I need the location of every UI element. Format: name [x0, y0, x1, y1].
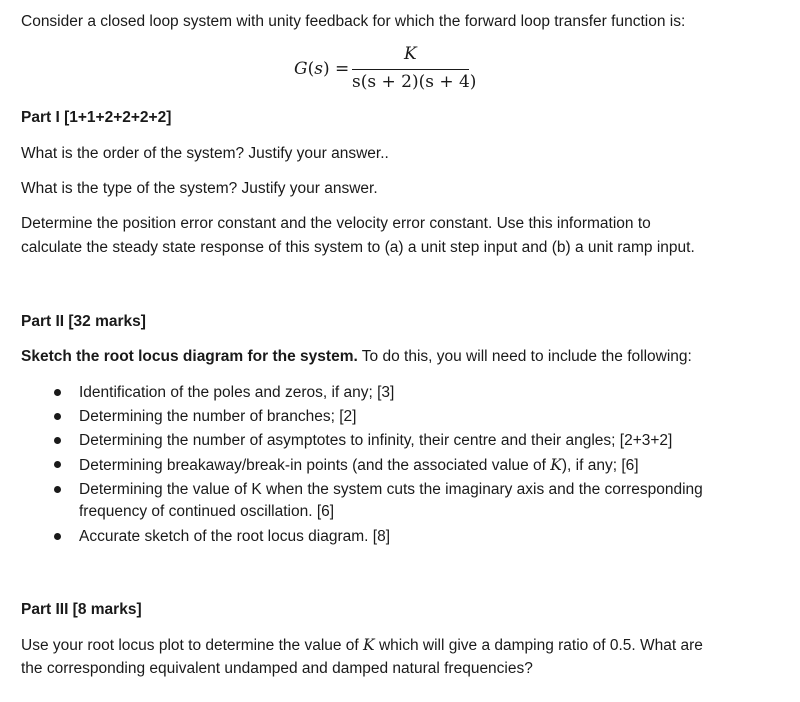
- part3-question-2: the corresponding equivalent undamped and damped natural frequencies?: [21, 660, 533, 677]
- part2-heading: Part II [32 marks]: [21, 313, 146, 330]
- bullet-breakaway-text: Determining breakaway/break-in points (and the associated value of: [79, 457, 551, 474]
- bullet-breakaway-var: K: [550, 456, 562, 474]
- bullet-branches: Determining the number of branches; [2]: [79, 408, 357, 425]
- fraction-bar: [352, 69, 469, 70]
- intro-text: Consider a closed loop system with unity feedback for which the forward loop transfer function is:: [21, 13, 686, 30]
- equation-lhs: G(s) =: [294, 59, 350, 79]
- bullet-dot: [54, 437, 61, 444]
- bullet-dot: [54, 533, 61, 540]
- part1-question-order: What is the order of the system? Justify your answer..: [21, 145, 389, 162]
- part3-heading: Part III [8 marks]: [21, 601, 142, 618]
- part3-text-b: which will give a damping ratio of 0.5. What are: [374, 637, 703, 654]
- part1-heading: Part I [1+1+2+2+2+2]: [21, 109, 172, 126]
- bullet-imaginary-axis-2: frequency of continued oscillation. [6]: [79, 503, 335, 520]
- equation-denominator: s(s + 2)(s + 4): [352, 72, 477, 92]
- part2-lead: [21, 346, 692, 368]
- equation-numerator: K: [404, 44, 417, 64]
- part1-question-type: What is the type of the system? Justify your answer.: [21, 180, 378, 197]
- part2-lead-bold: Sketch the root locus diagram for the system.: [21, 348, 358, 365]
- bullet-dot: [54, 486, 61, 493]
- bullet-sketch: Accurate sketch of the root locus diagram. [8]: [79, 528, 391, 545]
- part3-var: K: [363, 636, 375, 654]
- part1-question-error-constants-1: Determine the position error constant and the velocity error constant. Use this information to: [21, 215, 651, 232]
- bullet-breakaway: [79, 454, 639, 477]
- transfer-function-equation: [294, 44, 494, 94]
- part3-question-1: [21, 634, 703, 657]
- bullet-asymptotes: Determining the number of asymptotes to infinity, their centre and their angles; [2+3+2]: [79, 432, 673, 449]
- part2-lead-rest: To do this, you will need to include the following:: [357, 348, 692, 365]
- part3-text-a: Use your root locus plot to determine the value of: [21, 637, 364, 654]
- part1-question-error-constants-2: calculate the steady state response of this system to (a) a unit step input and (b) a unit ramp input.: [21, 239, 695, 256]
- bullet-dot: [54, 461, 61, 468]
- bullet-imaginary-axis-1: Determining the value of K when the system cuts the imaginary axis and the corresponding: [79, 481, 703, 498]
- bullet-dot: [54, 413, 61, 420]
- bullet-breakaway-tail: ), if any; [6]: [561, 457, 639, 474]
- bullet-dot: [54, 389, 61, 396]
- bullet-poles-zeros: Identification of the poles and zeros, if any; [3]: [79, 384, 395, 401]
